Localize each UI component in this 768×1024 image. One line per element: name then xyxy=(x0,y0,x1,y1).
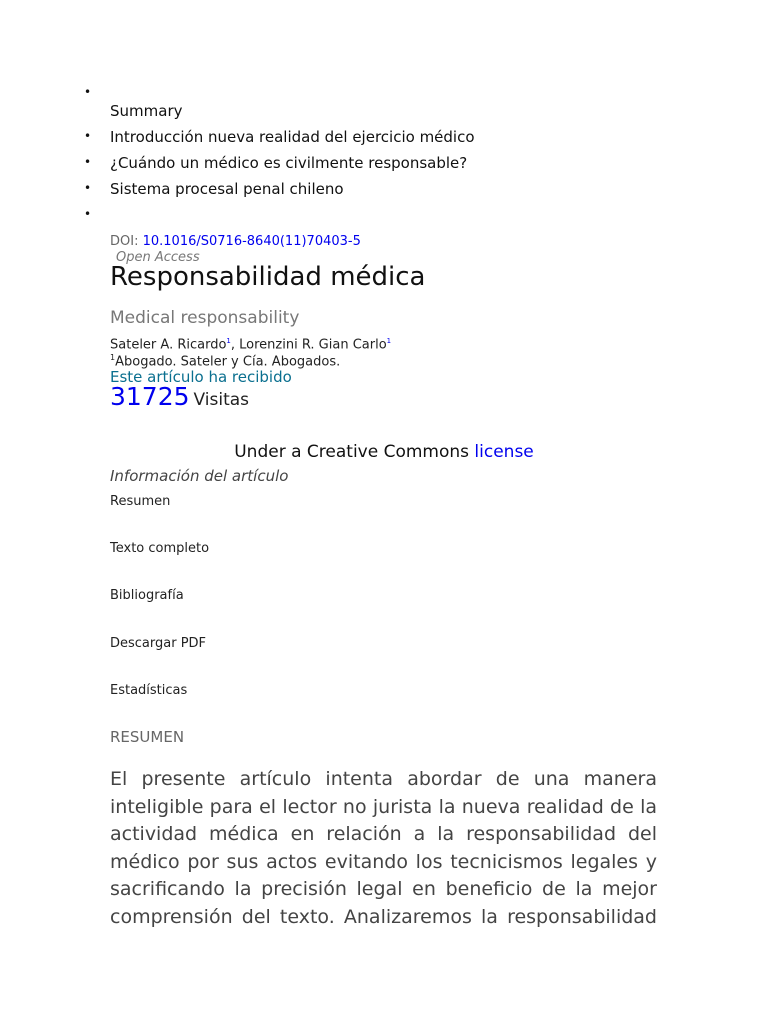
nav-link-bibliografia[interactable]: Bibliografía xyxy=(110,588,184,603)
license-prefix: Under a Creative Commons xyxy=(234,442,470,462)
author-affiliation-ref[interactable]: 1 xyxy=(386,337,392,345)
bullet-icon: • xyxy=(84,207,92,221)
license-link[interactable]: license xyxy=(474,442,534,462)
toc-item-label[interactable]: Summary xyxy=(110,102,183,120)
authors-line xyxy=(110,337,391,352)
author-affiliation-ref[interactable]: 1 xyxy=(226,337,231,345)
author-separator: , xyxy=(230,337,240,353)
affiliation-text: Abogado. Sateler y Cía. Abogados. xyxy=(115,354,341,370)
author-name[interactable]: Lorenzini R. Gian Carlo xyxy=(239,337,387,353)
toc-item-label[interactable]: ¿Cuándo un médico es civilmente responsable? xyxy=(110,154,468,172)
article-title: Responsabilidad médica xyxy=(110,262,426,292)
author-name[interactable]: Sateler A. Ricardo xyxy=(110,337,227,353)
nav-link-descargar-pdf[interactable]: Descargar PDF xyxy=(110,636,207,651)
affiliation-line xyxy=(110,353,340,369)
abstract-heading: RESUMEN xyxy=(110,728,185,746)
visits-label: Visitas xyxy=(193,390,250,410)
affiliation-marker: 1 xyxy=(110,353,116,362)
bullet-icon: • xyxy=(84,129,92,143)
license-line xyxy=(0,442,768,462)
doi-line xyxy=(110,234,361,249)
nav-link-resumen[interactable]: Resumen xyxy=(110,494,171,509)
article-subtitle: Medical responsability xyxy=(110,308,300,328)
article-info-heading: Información del artículo xyxy=(110,467,289,485)
doi-label: DOI: xyxy=(110,234,139,249)
toc-item-label[interactable]: Sistema procesal penal chileno xyxy=(110,180,344,198)
received-text: Este artículo ha recibido xyxy=(110,368,292,386)
abstract-text: El presente artículo intenta abordar de una manera inteligible para el lector no jurista la nueva realidad de la actividad médica en relación a la responsabilidad del médico por sus actos evitando los tecnicismos legales y sacrificando la precisión legal en beneficio de la mejor comprensión del texto. Analizaremos la responsabilidad xyxy=(110,768,657,928)
bullet-icon: • xyxy=(84,181,92,195)
visits-counter xyxy=(110,382,249,411)
toc-item-label[interactable]: Introducción nueva realidad del ejercicio médico xyxy=(110,128,475,146)
doi-link[interactable]: 10.1016/S0716-8640(11)70403-5 xyxy=(142,234,361,249)
bullet-icon: • xyxy=(84,85,92,99)
nav-link-estadisticas[interactable]: Estadísticas xyxy=(110,683,188,698)
nav-link-texto-completo[interactable]: Texto completo xyxy=(110,541,210,556)
open-access-label: Open Access xyxy=(116,250,200,265)
bullet-icon: • xyxy=(84,155,92,169)
visits-count: 31725 xyxy=(110,382,190,411)
